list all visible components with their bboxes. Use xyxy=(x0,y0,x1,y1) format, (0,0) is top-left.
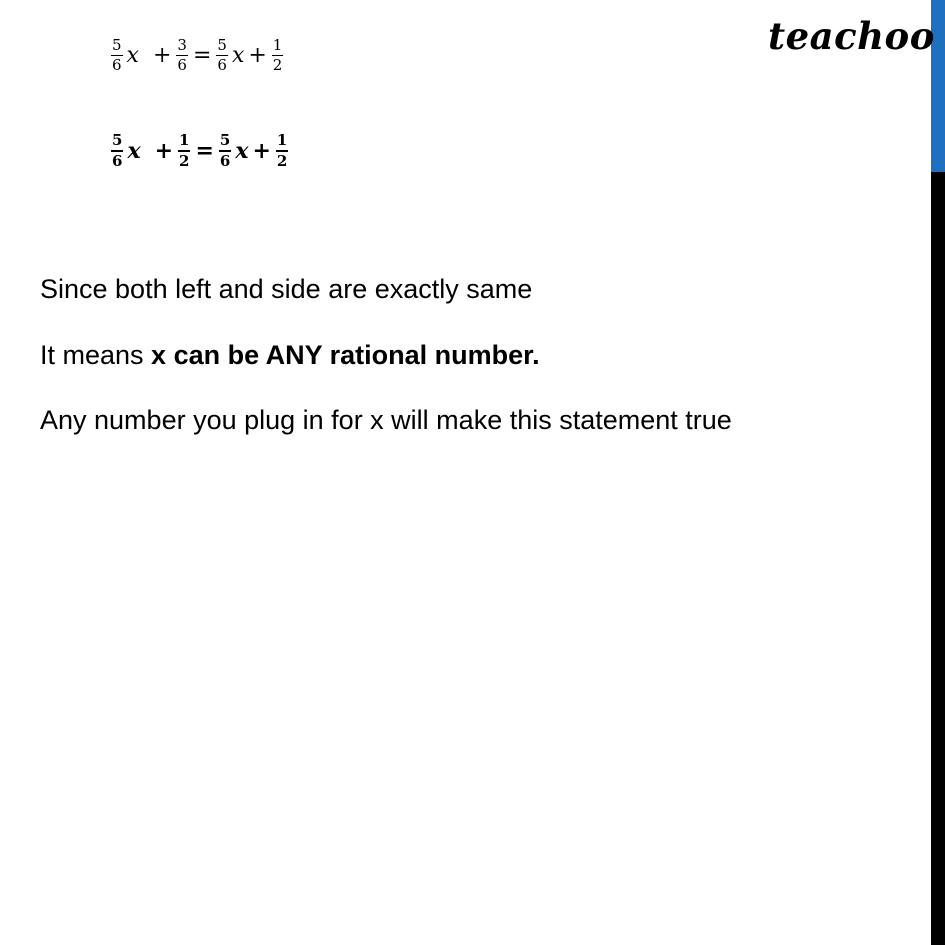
teachoo-logo: teachoo xyxy=(768,14,935,58)
explanation-line-2-prefix: It means xyxy=(40,340,152,370)
explanation-line-2-emphasis: x can be ANY rational number. xyxy=(151,340,540,370)
variable-x: 𝒙 xyxy=(235,138,249,164)
equation-regular xyxy=(110,30,284,80)
plus-sign: + xyxy=(248,42,267,68)
plus-sign: + xyxy=(152,42,172,68)
explanation-line-1: Since both left and side are exactly same xyxy=(40,274,533,304)
fraction: $\frac{1}{2}$ xyxy=(272,35,283,74)
explanation-line-3: Any number you plug in for x will make this statement true xyxy=(40,405,732,435)
variable-x: 𝑥 xyxy=(126,42,139,68)
fraction: $\frac{5}{6}$ xyxy=(219,131,231,170)
plus-sign: + xyxy=(252,138,271,164)
fraction: $\frac{5}{6}$ xyxy=(217,35,227,74)
fraction: $\frac{1}{2}$ xyxy=(179,131,190,170)
equals-sign: = xyxy=(195,138,214,164)
explanation-line-2 xyxy=(40,338,540,372)
equals-sign: = xyxy=(192,42,212,68)
variable-x: 𝒙 xyxy=(127,138,141,164)
variable-x: 𝑥 xyxy=(231,42,245,68)
fraction: $\frac{3}{6}$ xyxy=(177,35,187,74)
accent-bar-black xyxy=(931,172,945,945)
fraction: $\frac{5}{6}$ xyxy=(112,35,122,74)
plus-sign: + xyxy=(154,138,173,164)
fraction: $\frac{5}{6}$ xyxy=(112,131,123,170)
equation-bold xyxy=(110,126,289,176)
fraction: $\frac{1}{2}$ xyxy=(276,131,288,170)
